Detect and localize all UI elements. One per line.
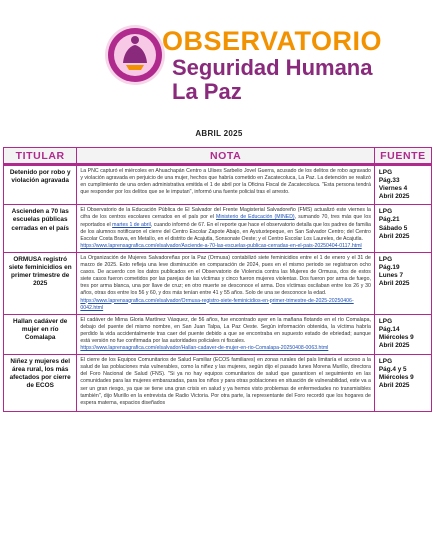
source-outlet: LPG [378, 358, 393, 366]
article-link[interactable]: https://www.laprensagrafica.com/elsalvador/Asciende-a-70-las-escuelas-publicas-cerradas-en-el-pais-20250404-0117.html [80, 242, 362, 249]
table-row [4, 205, 432, 253]
logo-title: OBSERVATORIO [162, 26, 383, 56]
note-text: El cierre de los Equipos Comunitarios de Salud Familiar (ECOS familiares) en zonas rurales del país limitaría el acceso a la salud de las poblaciones más vulnerables, como la niñez y las mujeres, según dijo el pasado lunes Morena Murillo, directora del Foro Nacional de Salud (FNS). "Si ya no hay equipos comunitarios de salud que garanticen el seguimiento en las comunidades para las mujeres embarazadas, para los niños y para otras poblaciones en situación de vulnerabilidad, este va a ser un gran riesgo, ya que se tiene una gran crisis en salud y ya hemos visto problemas de enfermedades no transmisibles también", dijo Murillo en la entrevista de Radio Victoria. Por otra parte, la representante del Foro recordó que los hogares de espera materna, espacios diseñados [80, 357, 371, 406]
row-note [77, 314, 375, 354]
date-link[interactable]: martes 1 de abril [112, 221, 151, 228]
source-outlet: LPG [378, 208, 393, 216]
note-text: , cuando informó de 67. En el reporte que hace el observatorio detalla que los padres de familia de los alumnos notificaron el cierre del Centro Escolar Zapote Abajo, en Ayutuxtepeque, en San Salvador Centro; del Centro Escolar Costa Brava, en Metalío, en el distrito de Acajutla, Sonsonate Oeste; y el Centro Escolar Los Laureles, de Acajutla. [80, 221, 371, 242]
observatory-emblem-icon [104, 24, 166, 86]
row-note [77, 165, 375, 205]
source-day: Miércoles 9 [378, 374, 414, 382]
source-page: Pág.4 y 5 [378, 366, 407, 374]
source-page: Pág.33 [378, 177, 400, 185]
table-row [4, 355, 432, 412]
source-outlet: LPG [378, 255, 393, 263]
source-month: Abril 2025 [378, 382, 410, 390]
logo-location: La Paz [172, 79, 242, 104]
table-row [4, 165, 432, 205]
header-titular: TITULAR [4, 148, 77, 165]
source-page: Pág.14 [378, 325, 400, 333]
row-title: Hallan cadáver de mujer en río Comalapa [4, 314, 77, 354]
row-source [374, 355, 431, 412]
row-source [374, 314, 431, 354]
article-link[interactable]: https://www.laprensagrafica.com/elsalvador/Ormusa-registro-siete-feminicidios-en-primer-trimestre-de-2025-20250406-0042.html [80, 297, 354, 311]
source-month: Abril 2025 [378, 341, 410, 349]
report-date: ABRIL 2025 [195, 129, 243, 138]
row-note [77, 205, 375, 253]
header-nota: NOTA [77, 148, 375, 165]
source-day: Miércoles 9 [378, 333, 414, 341]
row-note [77, 252, 375, 314]
row-title: Niñez y mujeres del área rural, los más afectados por cierre de ECOS [4, 355, 77, 412]
source-day: Lunes 7 [378, 272, 404, 280]
note-text: , sumando 70, tres más que los reportados el [80, 214, 371, 228]
table-header-row [4, 148, 432, 165]
source-day: Viernes 4 [378, 185, 408, 193]
source-month: Abril 2025 [378, 193, 410, 201]
note-text: El Observatorio de la Educación Pública de El Salvador del Frente Magisterial Salvadoreño (FMS) actualizó este viernes la cifra de los centros escolares cerrados en el país por el [80, 207, 371, 221]
row-title: Ascienden a 70 las escuelas públicas cerradas en el país [4, 205, 77, 253]
news-table [3, 147, 432, 412]
row-title: Detenido por robo y violación agravada [4, 165, 77, 205]
table-row [4, 314, 432, 354]
row-source [374, 205, 431, 253]
row-source [374, 252, 431, 314]
logo-wordmark [162, 26, 422, 104]
source-page: Pág.19 [378, 264, 400, 272]
report-header [0, 0, 438, 120]
source-month: Abril 2025 [378, 232, 410, 240]
note-text: La Organización de Mujeres Salvadoreñas por la Paz (Ormusa) contabilizó siete feminicidios entre el 1 de enero y el 31 de marzo de 2025. Esto refleja una leve disminución en comparación de 2024, pues en el mismo periodo se registraron ocho casos. De acuerdo con los datos publicados en el Observatorio de Violencia contra las Mujeres de Ormusa, dos de estos siete casos fueron cometidos por las parejas de las víctimas y cinco fueron mujeres violentas. Dos fueron por arma de fuego, tres por arma blanca, una por llave de cruz; en otro muerte se desconoce el arma. Dos víctimas oscilaban entre los 26 y 30 años, otras dos entre los 56 y 60, y dos más tenían entre 41 y 55 años. Solo de una se desconoce la edad. [80, 254, 371, 297]
table-row [4, 252, 432, 314]
note-clip [80, 357, 371, 409]
row-note [77, 355, 375, 412]
source-page: Pág.21 [378, 216, 400, 224]
logo-subtitle: Seguridad Humana [172, 55, 373, 80]
source-outlet: LPG [378, 169, 393, 176]
source-month: Abril 2025 [378, 280, 410, 288]
source-day: Sábado 5 [378, 224, 408, 232]
note-text: La PNC capturó el miércoles en Ahuachapán Centro a Ulises Sarbelio Jovel Guerra, acusado de los delitos de robo agravado y violación agravada en perjuicio de una mujer, hechos que habría cometido en Zacatecoluca, La Paz. La detención se realizó en cumplimiento de una orden administrativa emitida el 1 de abril por la Oficina Fiscal de Zacatecoluca. "Esta persona tendrá que responder por los delitos que se le imputan", informó una fuente policial tras el arresto. [80, 168, 371, 196]
note-text: El cadáver de Mirna Gloria Martínez Vásquez, de 56 años, fue encontrado ayer en la mañana flotando en el río Comalapa, debajo del puente del mismo nombre, en San Juan Talpa, La Paz Oeste. Según información obtenida, la víctima habría perdido la vida accidentalmente tras caer del puente debido a que se encontraba en supuesto estado de ebriedad; aunque está versión no fue confirmada por las autoridades policiales ni fiscales. [80, 316, 371, 344]
source-outlet: LPG [378, 317, 393, 325]
article-link[interactable]: https://www.laprensagrafica.com/elsalvador/Hallan-cadaver-de-mujer-en-rio-Comalapa-20250408-0063.html [80, 345, 329, 352]
ministry-link[interactable]: Ministerio de Educación (MINED) [216, 214, 295, 221]
header-fuente: FUENTE [374, 148, 431, 165]
row-title: ORMUSA registró siete feminicidios en primer trimestre de 2025 [4, 252, 77, 314]
row-source [374, 165, 431, 205]
